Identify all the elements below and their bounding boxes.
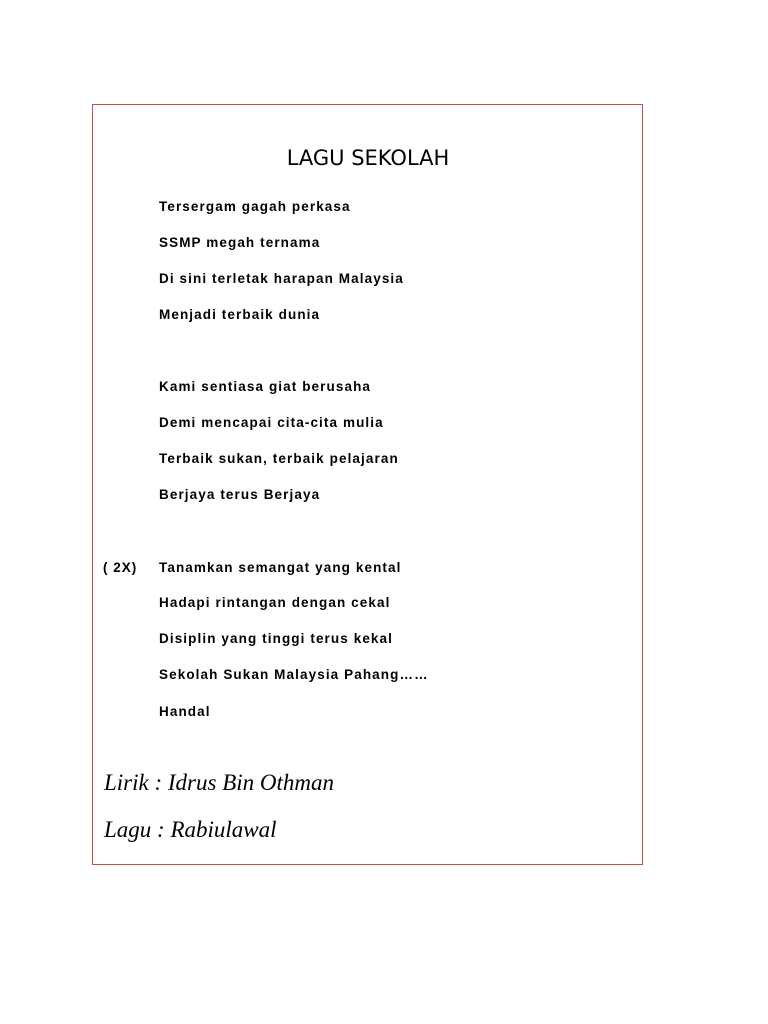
chorus-line-3: Disiplin yang tinggi terus kekal xyxy=(159,631,393,646)
music-credit: Lagu : Rabiulawal xyxy=(104,817,277,842)
page-border-frame xyxy=(92,104,643,865)
chorus-repeat-marker: ( 2X) xyxy=(103,560,138,575)
song-title: LAGU SEKOLAH xyxy=(286,146,450,170)
chorus-line-1: Tanamkan semangat yang kental xyxy=(159,560,402,575)
chorus-line-5: Handal xyxy=(159,704,211,719)
verse2-line-1: Kami sentiasa giat berusaha xyxy=(159,379,372,394)
verse2-line-4: Berjaya terus Berjaya xyxy=(159,487,321,502)
verse1-line-2: SSMP megah ternama xyxy=(159,235,321,250)
verse2-line-2: Demi mencapai cita-cita mulia xyxy=(159,415,384,430)
verse1-line-3: Di sini terletak harapan Malaysia xyxy=(159,271,404,286)
verse2-line-3: Terbaik sukan, terbaik pelajaran xyxy=(159,451,399,466)
verse1-line-4: Menjadi terbaik dunia xyxy=(159,307,321,322)
lyrics-credit: Lirik : Idrus Bin Othman xyxy=(104,770,334,795)
verse1-line-1: Tersergam gagah perkasa xyxy=(159,199,351,214)
chorus-line-4: Sekolah Sukan Malaysia Pahang…… xyxy=(159,667,429,682)
chorus-line-2: Hadapi rintangan dengan cekal xyxy=(159,595,391,610)
